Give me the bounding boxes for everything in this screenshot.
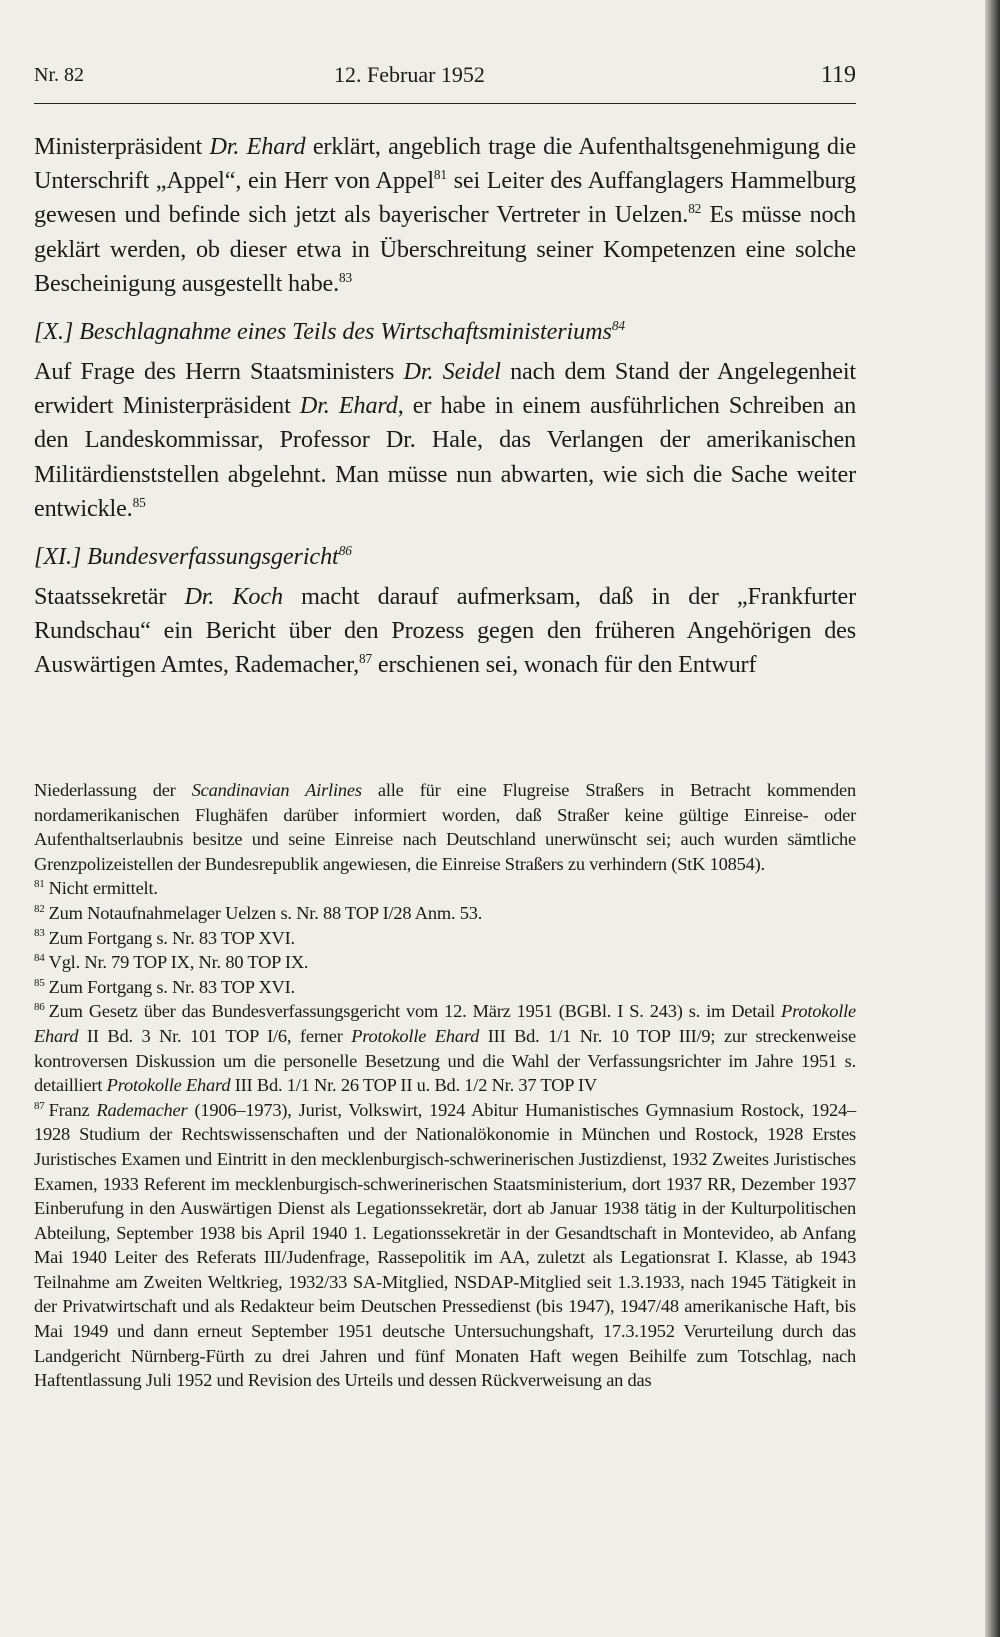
footnotes — [34, 778, 856, 1393]
footnote-84: $^{84}$ Vgl. Nr. 79 TOP IX, Nr. 80 TOP IX. — [34, 952, 309, 973]
footnote-85: $^{85}$ Zum Fortgang s. Nr. 83 TOP XVI. — [34, 976, 295, 997]
footnote-86: $^{86}$ Zum Gesetz über das Bundesverfassungsgericht vom 12. März 1951 (BGBl. I S. 243) s. im Detail Protokolle Ehard II Bd. 3 Nr. 101 TOP I/6, ferner Protokolle Ehard III Bd. 1/1 Nr. 10 TOP III/9; zur streckenweise kontroversen Diskussion um die personelle Besetzung und die Wahl der Verfassungsrichter im Jahre 1951 s. detailliert Protokolle Ehard III Bd. 1/1 Nr. 26 TOP II u. Bd. 1/2 Nr. 37 TOP IV — [34, 1001, 856, 1096]
footnote-ref-86: 86 — [338, 542, 352, 558]
paragraph-koch: Staatssekretär Dr. Koch macht darauf aufmerksam, daß in der „Frankfurter Rundschau“ ein Bericht über den Prozess gegen den früheren Angehörigen des Auswärtigen Amtes, Rademacher,$^{87}$ erschienen sei, wonach für den Entwurf — [34, 583, 857, 679]
section-heading-x: [X.] Beschlagnahme eines Teils des Wirtschaftsministeriums$^{84}$ — [34, 317, 625, 346]
paragraph-seidel: Auf Frage des Herrn Staatsministers Dr. Seidel nach dem Stand der Angelegenheit erwidert Ministerpräsident Dr. Ehard, er habe in einem ausführlichen Schreiben an den Landeskommissar, Professor Dr. Hale, das Verlangen der amerikanischen Militärdienststellen abgelehnt. Man müsse nun abwarten, wie sich die Sache weiter entwickle.$^{85}$ — [34, 358, 857, 522]
footnote-ref-84: 84 — [611, 317, 625, 333]
footnote-ref-83: 83 — [339, 269, 353, 285]
footnote-ref-87: 87 — [359, 651, 372, 667]
header-rule — [34, 103, 856, 104]
footnote-continued: Niederlassung der Scandinavian Airlines alle für eine Flugreise Straßers in Betracht kommenden nordamerikanischen Flughäfen darüber informiert worden, daß Straßer keine gültige Einreise- oder Aufenthaltserlaubnis besitze und seine Einreise nach Deutschland unerwünscht sei; auch wurden sämtliche Grenzpolizeistellen der Bundesrepublik angewiesen, die Einreise Straßers zu verhindern (StK 10854). — [34, 780, 856, 874]
section-heading-xi: [XI.] Bundesverfassungsgericht$^{86}$ — [34, 542, 352, 571]
footnote-87: $^{87}$ Franz Rademacher (1906–1973), Jurist, Volkswirt, 1924 Abitur Humanistisches Gymnasium Rostock, 1924–1928 Studium der Rechtswissenschaften und der Nationalökonomie in München und Rostock, 1928 Erstes Juristisches Examen und Eintritt in den mecklenburgisch-schwerinerischen Justizdienst, 1932 Zweites Juristisches Examen, 1933 Referent im mecklenburgisch-schwerinerischen Staatsministerium, dort 1937 RR, Dezember 1937 Einberufung in den Auswärtigen Dienst als Legationssekretär, dort ab Januar 1938 tätig in der Kulturpolitischen Abteilung, September 1938 bis April 1940 1. Legationssekretär in der Gesandtschaft in Montevideo, ab Anfang Mai 1940 Leiter des Referats III/Judenfrage, Rassepolitik im AA, zuletzt als Legationsrat I. Klasse, ab 1943 Teilnahme am Zweiten Weltkrieg, 1932/33 SA-Mitglied, NSDAP-Mitglied seit 1.3.1933, nach 1945 Tätigkeit in der Privatwirtschaft und als Redakteur beim Deutschen Pressedienst (bis 1947), 1947/48 amerikanische Haft, bis Mai 1949 und dann erneut September 1951 deutsche Untersuchungshaft, 17.3.1952 Verurteilung durch das Landgericht Nürnberg-Fürth zu drei Jahren und fünf Monaten Haft wegen Beihilfe zum Totschlag, nach Haftentlassung Juli 1952 und Revision des Urteils und dessen Rückverweisung an das — [34, 1099, 856, 1391]
page-number: 119 — [820, 62, 856, 88]
main-text — [34, 130, 856, 683]
footnote-ref-82: 82 — [688, 201, 702, 217]
footnote-83: $^{83}$ Zum Fortgang s. Nr. 83 TOP XVI. — [34, 927, 295, 948]
footnote-ref-81: 81 — [433, 167, 447, 183]
running-head — [34, 62, 856, 102]
page-edge-shadow — [985, 0, 1000, 1637]
paragraph-ehard-appel: Ministerpräsident Dr. Ehard erklärt, angeblich trage die Aufenthaltsgenehmigung die Unterschrift „Appel“, ein Herr von Appel$^{81}$ sei Leiter des Auffanglagers Hammelburg gewesen und befinde sich jetzt als bayerischer Vertreter in Uelzen.$^{82}$ Es müsse noch geklärt werden, ob dieser etwa in Überschreitung seiner Kompetenzen eine solche Bescheinigung ausgestellt habe.$^{83}$ — [34, 133, 856, 297]
footnote-ref-85: 85 — [132, 494, 146, 510]
document-number: Nr. 82 — [34, 64, 84, 86]
session-date: 12. Februar 1952 — [334, 62, 485, 87]
footnote-82: $^{82}$ Zum Notaufnahmelager Uelzen s. Nr. 88 TOP I/28 Anm. 53. — [34, 902, 483, 923]
footnote-81: $^{81}$ Nicht ermittelt. — [34, 878, 158, 899]
